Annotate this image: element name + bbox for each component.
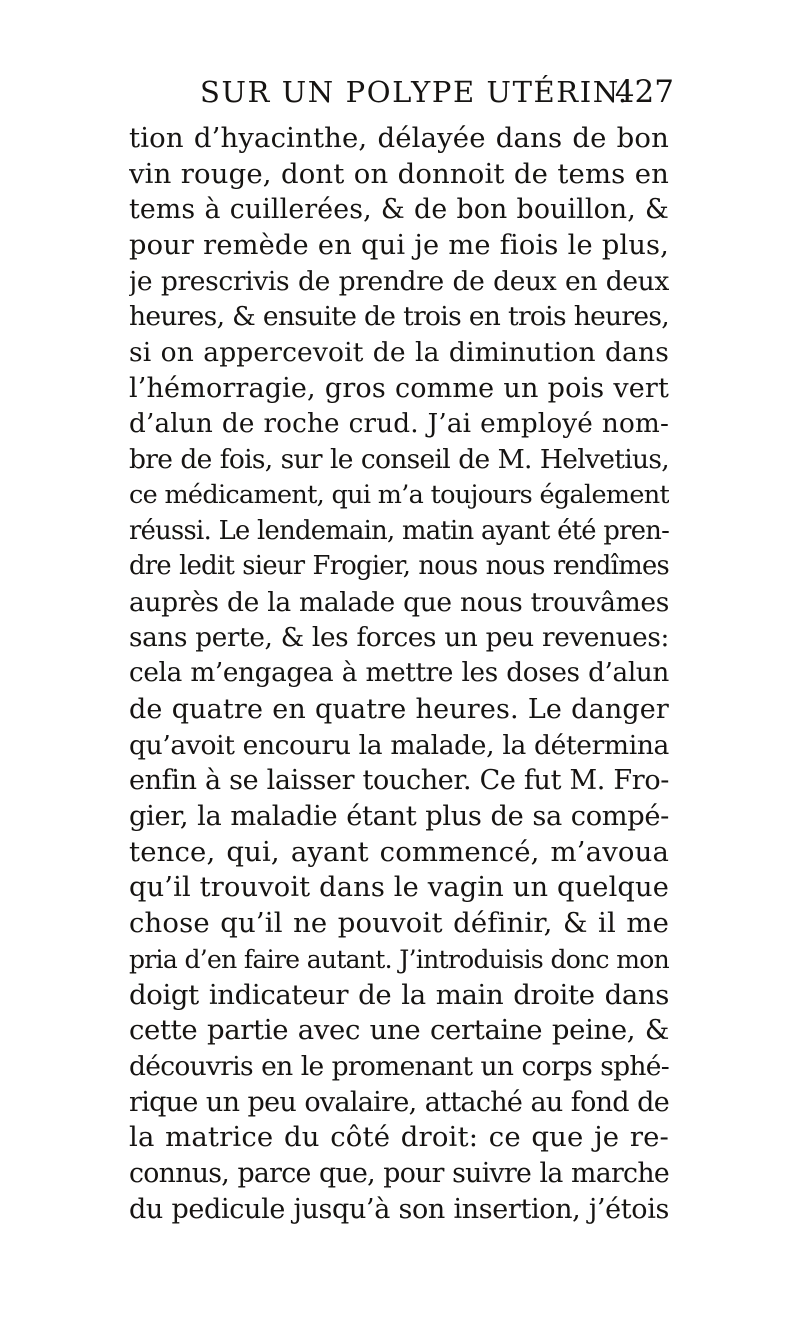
text-line: rique un peu ovalaire, attaché au fond de [129, 1086, 669, 1118]
text-line: je prescrivis de prendre de deux en deux [129, 265, 669, 297]
text-line: vin rouge, dont on donnoit de tems en [129, 157, 669, 190]
text-line: si on appercevoit de la diminution dans [129, 337, 669, 369]
text-line: chose qu’il ne pouvoit définir, & il me [129, 907, 669, 940]
text-line: connus, parce que, pour suivre la marche [129, 1157, 669, 1189]
text-line: cette partie avec une certaine peine, & [129, 1014, 669, 1047]
text-line: ce médicament, qui m’a toujours également [129, 479, 669, 510]
text-line: qu’avoit encouru la malade, la détermina [129, 729, 669, 761]
text-line: enfin à se laisser toucher. Ce fut M. Fro- [129, 765, 669, 797]
text-line: d’alun de roche crud. J’ai employé nom- [129, 408, 669, 439]
running-head [200, 72, 680, 112]
text-line: pour remède en qui je me fiois le plus, [129, 230, 669, 262]
text-line: sans perte, & les forces un peu revenues: [129, 622, 669, 653]
text-line: tems à cuillerées, & de bon bouillon, & [129, 194, 669, 226]
text-line: l’hémorragie, gros comme un pois vert [129, 372, 669, 404]
text-line: cela m’engagea à mettre les doses d’alun [129, 658, 669, 689]
text-line: gier, la maladie étant plus de sa compé- [129, 801, 669, 833]
text-line: bre de fois, sur le conseil de M. Helvetius, [129, 444, 669, 476]
text-line: tence, qui, ayant commencé, m’avoua [129, 835, 669, 868]
text-line: pria d’en faire autant. J’introduisis donc mon [129, 944, 669, 974]
text-line: réussi. Le lendemain, matin ayant été pren- [129, 515, 669, 546]
text-line: qu’il trouvoit dans le vagin un quelque [129, 872, 669, 904]
text-line: heures, & ensuite de trois en trois heures, [129, 301, 669, 333]
body-text [129, 121, 669, 1225]
text-line: du pedicule jusqu’à son insertion, j’étois [129, 1193, 669, 1225]
text-line: tion d’hyacinthe, délayée dans de bon [129, 122, 669, 154]
text-line: doigt indicateur de la main droite dans [129, 978, 669, 1011]
text-line: la matrice du côté droit: ce que je re- [129, 1121, 669, 1154]
text-line: de quatre en quatre heures. Le danger [129, 694, 669, 725]
text-line: découvris en le promenant un corps sphé- [129, 1050, 669, 1082]
running-title: SUR UN POLYPE UTÉRIN. [200, 75, 629, 109]
text-line: auprès de la malade que nous trouvâmes [129, 586, 669, 618]
text-line: dre ledit sieur Frogier, nous nous rendîmes [129, 551, 669, 582]
page-number: 427 [614, 74, 674, 110]
